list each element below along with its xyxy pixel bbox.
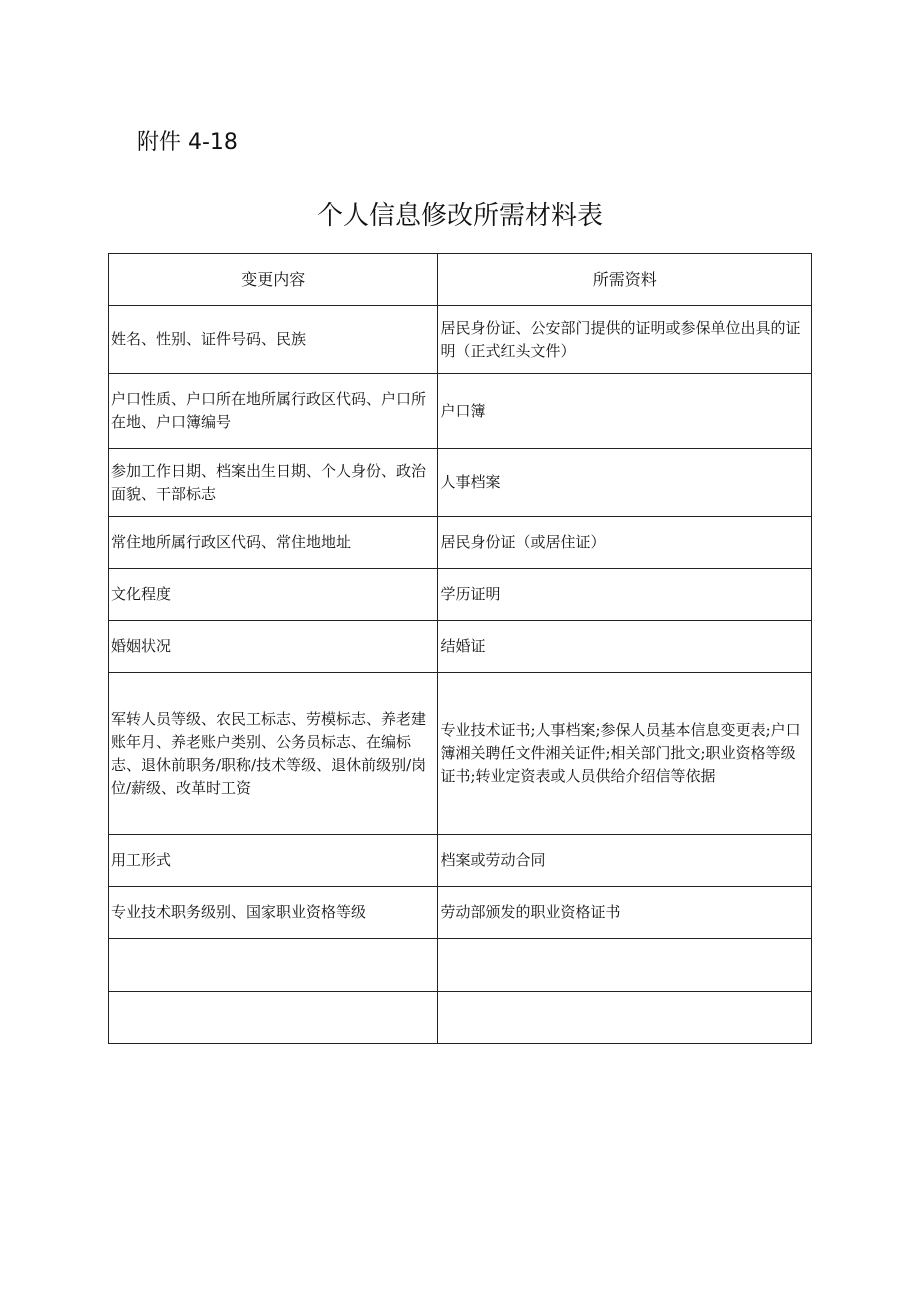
cell-change: 参加工作日期、档案出生日期、个人身份、政治面貌、干部标志 — [109, 449, 438, 517]
cell-change: 婚姻状况 — [109, 621, 438, 673]
cell-materials — [438, 939, 812, 992]
cell-materials — [438, 992, 812, 1044]
cell-change — [109, 939, 438, 992]
table-row — [109, 569, 812, 621]
cell-change: 用工形式 — [109, 835, 438, 887]
attachment-label: 附件 4-18 — [137, 130, 238, 155]
cell-materials: 学历证明 — [438, 569, 812, 621]
cell-change: 常住地所属行政区代码、常住地地址 — [109, 517, 438, 569]
cell-materials: 结婚证 — [438, 621, 812, 673]
table-row — [109, 621, 812, 673]
table-header-row — [109, 254, 812, 306]
table-row-empty — [109, 992, 812, 1044]
cell-materials: 劳动部颁发的职业资格证书 — [438, 887, 812, 939]
cell-change: 文化程度 — [109, 569, 438, 621]
table-row — [109, 374, 812, 449]
table-row — [109, 887, 812, 939]
table-row-empty — [109, 939, 812, 992]
column-header-change: 变更内容 — [109, 254, 438, 306]
cell-materials: 居民身份证、公安部门提供的证明或参保单位出具的证明（正式红头文件） — [438, 306, 812, 374]
cell-change: 户口性质、户口所在地所属行政区代码、户口所在地、户口簿编号 — [109, 374, 438, 449]
table-row — [109, 673, 812, 835]
table-row — [109, 306, 812, 374]
cell-change: 专业技术职务级别、国家职业资格等级 — [109, 887, 438, 939]
table-row — [109, 449, 812, 517]
cell-change: 姓名、性别、证件号码、民族 — [109, 306, 438, 374]
cell-materials: 居民身份证（或居住证） — [438, 517, 812, 569]
cell-materials: 人事档案 — [438, 449, 812, 517]
table-row — [109, 835, 812, 887]
column-header-materials: 所需资料 — [438, 254, 812, 306]
table-row — [109, 517, 812, 569]
cell-materials: 户口簿 — [438, 374, 812, 449]
cell-materials: 专业技术证书;人事档案;参保人员基本信息变更表;户口簿湘关聘任文件湘关证件;相关部门批文;职业资格等级证书;转业定资表或人员供给介绍信等依据 — [438, 673, 812, 835]
document-title: 个人信息修改所需材料表 — [316, 201, 603, 231]
cell-change — [109, 992, 438, 1044]
cell-change: 军转人员等级、农民工标志、劳模标志、养老建账年月、养老账户类别、公务员标志、在编标志、退休前职务/职称/技术等级、退休前级别/岗位/薪级、改革时工资 — [109, 673, 438, 835]
materials-table — [108, 253, 812, 1044]
cell-materials: 档案或劳动合同 — [438, 835, 812, 887]
